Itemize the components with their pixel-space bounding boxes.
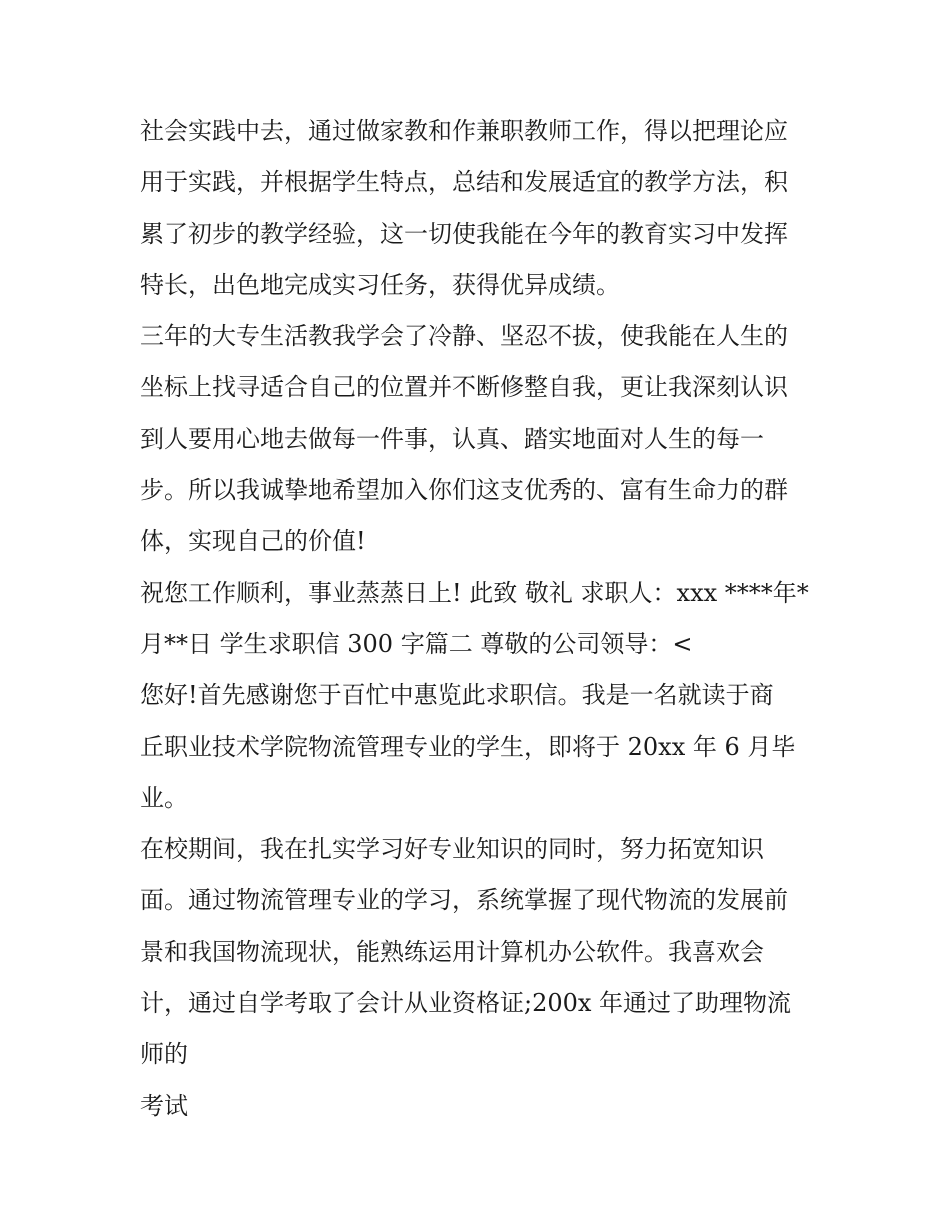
text-line: 业。 [140,783,188,812]
text-line: 祝您工作顺利，事业蒸蒸日上! 此致 敬礼 求职人：xxx ****年* [140,578,809,607]
text-line: 体，实现自己的价值! [140,527,366,556]
text-line: 计，通过自学考取了会计从业资格证;200x 年通过了助理物流 [140,989,792,1018]
text-line: 步。所以我诚挚地希望加入你们这支优秀的、富有生命力的群 [140,476,788,505]
text-line: 坐标上找寻适合自己的位置并不断修整自我，更让我深刻认识 [140,373,788,402]
text-line: 在校期间，我在扎实学习好专业知识的同时，努力拓宽知识 [140,835,764,864]
text-line: 社会实践中去，通过做家教和作兼职教师工作，得以把理论应 [140,117,788,145]
text-line: 特长，出色地完成实习任务，获得优异成绩。 [140,270,620,299]
body-text [140,108,820,1134]
text-line: 用于实践，并根据学生特点，总结和发展适宜的教学方法，积 [140,168,788,197]
text-line: 到人要用心地去做每一件事，认真、踏实地面对人生的每一 [140,424,764,453]
text-line: 累了初步的教学经验，这一切使我能在今年的教育实习中发挥 [140,219,788,248]
text-line: 丘职业技术学院物流管理专业的学生，即将于 20xx 年 6 月毕 [140,732,796,761]
text-line: 考试 [140,1091,188,1120]
text-line: 师的 [140,1040,188,1069]
text-line: 月**日 学生求职信 300 字篇二 尊敬的公司领导：< [140,629,693,658]
text-line: 三年的大专生活教我学会了冷静、坚忍不拔，使我能在人生的 [140,322,788,351]
text-line: 面。通过物流管理专业的学习，系统掌握了现代物流的发展前 [140,886,788,915]
text-line: 您好!首先感谢您于百忙中惠览此求职信。我是一名就读于商 [140,681,774,710]
text-line: 景和我国物流现状，能熟练运用计算机办公软件。我喜欢会 [140,937,764,966]
